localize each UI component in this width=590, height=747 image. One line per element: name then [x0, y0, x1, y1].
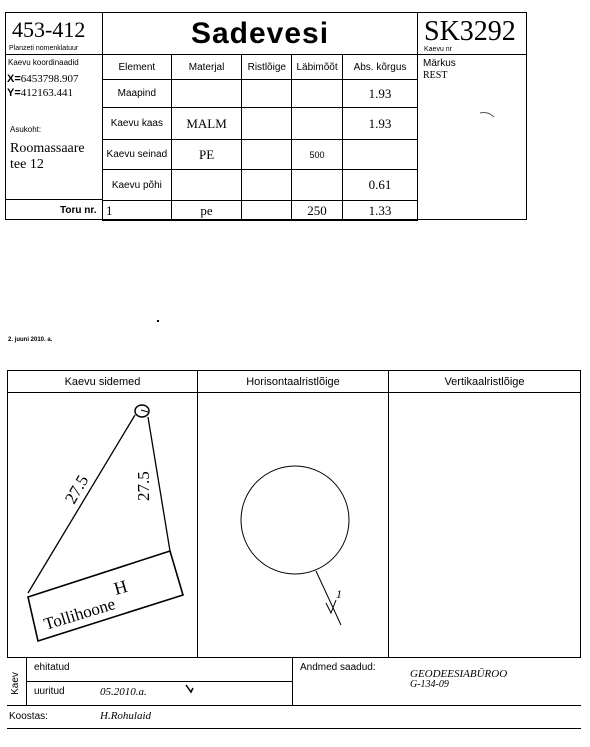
- cell-pipe-material: pe: [171, 201, 242, 221]
- cell-element: Maapind: [103, 80, 172, 108]
- table-row: [103, 170, 418, 201]
- well-id-cell: [417, 12, 527, 55]
- panel-right-header: [388, 370, 581, 393]
- col-element: Element: [103, 55, 172, 80]
- panel-divider: [388, 392, 389, 658]
- building-letter: H: [111, 576, 130, 599]
- cell-element: Kaevu seinad: [103, 140, 172, 170]
- table-header-row: [103, 55, 418, 80]
- map-number-cell: [5, 12, 103, 55]
- cell-diameter: [292, 170, 343, 201]
- panel-left-title: Kaevu sidemed: [64, 376, 141, 388]
- cell-pipe-no: 1: [103, 201, 172, 221]
- panel-middle-header: [197, 370, 389, 393]
- table-row: [103, 108, 418, 140]
- address-line-1: Roomassaare: [10, 141, 85, 156]
- built-label: ehitatud: [34, 662, 70, 673]
- building-name: Tollihoone: [41, 594, 118, 634]
- cell-height: 1.93: [342, 80, 417, 108]
- panel-left-header: [7, 370, 198, 393]
- cell-pipe-diameter: 250: [292, 201, 343, 221]
- well-id: SK3292: [424, 16, 516, 47]
- surveyed-value: 05.2010.a.: [100, 686, 147, 698]
- col-material: Materjal: [171, 55, 242, 80]
- element-table: [102, 54, 418, 221]
- title-cell: [102, 12, 418, 55]
- table-row: [103, 80, 418, 108]
- footer-mid-line: [26, 681, 292, 682]
- tie-line-1: [28, 415, 135, 593]
- pen-mark: [185, 684, 195, 694]
- coordinates-cell: [5, 54, 103, 200]
- pipe-number-label: Toru nr.: [60, 205, 97, 216]
- pipe-number: 1: [336, 587, 342, 601]
- cell-height: 0.61: [342, 170, 417, 201]
- panel-middle-title: Horisontaalristlõige: [246, 376, 340, 388]
- cell-cross: [242, 108, 292, 140]
- compiled-value: H.Rohulaid: [100, 710, 152, 722]
- horizontal-section-sketch: [198, 393, 388, 657]
- cell-pipe-cross: [242, 201, 292, 221]
- well-symbol: [135, 405, 149, 417]
- tie-distance-1: 27.5: [61, 471, 93, 507]
- date-line: 2. juuni 2010. a.: [8, 337, 53, 343]
- col-height: Abs. kõrgus: [342, 55, 417, 80]
- cell-material: [171, 170, 242, 201]
- stray-dot: [157, 320, 159, 322]
- x-coordinate: X=6453798.907: [7, 73, 79, 85]
- cell-material: MALM: [171, 108, 242, 140]
- cell-pipe-height: 1.33: [342, 201, 417, 221]
- footer-top-line: [7, 657, 581, 658]
- remarks-label: Märkus: [423, 58, 456, 69]
- col-diameter: Läbimõõt: [292, 55, 343, 80]
- footer-end-line: [7, 728, 581, 729]
- cell-height: [342, 140, 417, 170]
- well-circle: [241, 466, 349, 574]
- cell-material: PE: [171, 140, 242, 170]
- cell-diameter: [292, 80, 343, 108]
- remarks-cell: [417, 54, 527, 220]
- cell-cross: [242, 140, 292, 170]
- y-coordinate: Y=412163.441: [7, 87, 74, 99]
- remarks-value: REST: [423, 70, 448, 81]
- footer-bottom-line: [7, 705, 581, 706]
- compiled-label: Koostas:: [9, 711, 48, 722]
- well-side-label: Kaev: [9, 672, 21, 695]
- cell-cross: [242, 80, 292, 108]
- well-ties-sketch: [8, 393, 196, 657]
- col-cross: Ristlõige: [242, 55, 292, 80]
- cell-diameter: 500: [292, 140, 343, 170]
- cell-cross: [242, 170, 292, 201]
- page-title: Sadevesi: [190, 17, 330, 50]
- cell-diameter: [292, 108, 343, 140]
- coordinates-label: Kaevu koordinaadid: [8, 58, 79, 67]
- data-source-value-1: GEODEESIABÜROO: [410, 668, 508, 680]
- address-label: Asukoht:: [10, 125, 42, 134]
- pipe-row: [103, 201, 418, 221]
- surveyed-label: uuritud: [34, 686, 65, 697]
- tie-distance-2: 27.5: [134, 471, 153, 501]
- address-line-2: tee 12: [10, 157, 44, 172]
- cell-element: Kaevu põhi: [103, 170, 172, 201]
- table-row: [103, 140, 418, 170]
- cell-element: Kaevu kaas: [103, 108, 172, 140]
- well-id-label: Kaevu nr: [424, 46, 453, 53]
- remarks-mark: [478, 110, 498, 120]
- cell-height: 1.93: [342, 108, 417, 140]
- cell-material: [171, 80, 242, 108]
- panel-right-title: Vertikaalristlõige: [444, 376, 525, 388]
- footer-col-divider: [292, 657, 293, 705]
- data-source-label: Andmed saadud:: [300, 662, 376, 673]
- data-source-value-2: G-134-09: [410, 679, 449, 690]
- map-number-label: Planzeti nomenklatuur: [9, 45, 79, 52]
- map-number: 453-412: [12, 17, 86, 42]
